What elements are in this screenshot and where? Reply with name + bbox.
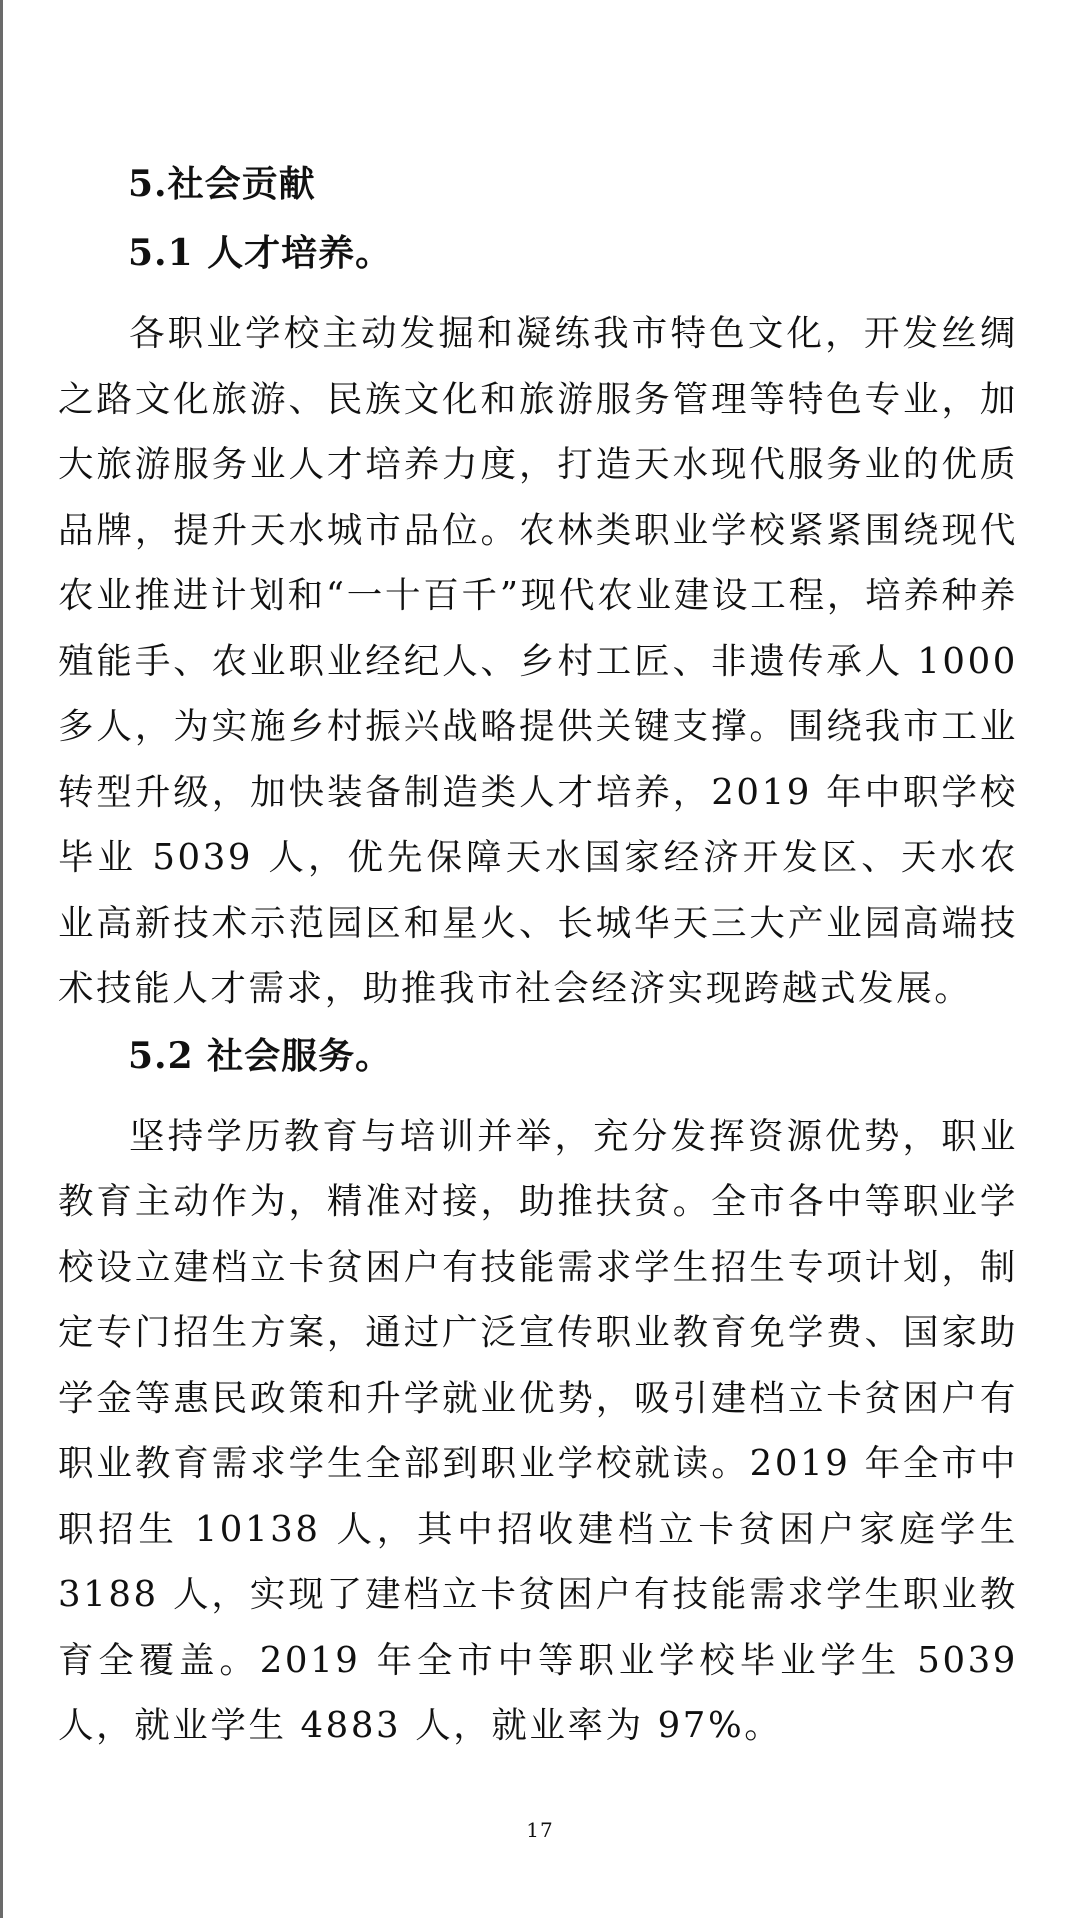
page-number: 17 [526,1818,554,1842]
paragraph-social-service: 坚持学历教育与培训并举，充分发挥资源优势，职业教育主动作为，精准对接，助推扶贫。全市各中等职业学校设立建档立卡贫困户有技能需求学生招生专项计划，制定专门招生方案，通过广泛宣传职业教育免学费、国家助学金等惠民政策和升学就业优势，吸引建档立卡贫困户有职业教育需求学生全部到职业学校就读。2019 年全市中职招生 10138 人，其中招收建档立卡贫困户家庭学生 3188 人，实现了建档立卡贫困户有技能需求学生职业教育全覆盖。2019 年全市中等职业学校毕业学生 5039 人，就业学生 4883 人，就业率为 97%。 [58,1115,1018,1746]
subsection-heading-talent-training: 5.1 人才培养。 [128,232,393,274]
page-left-border [0,0,3,1918]
section-heading: 5.社会贡献 [128,163,316,205]
subsection-heading-social-service: 5.2 社会服务。 [128,1034,393,1077]
paragraph-talent-training: 各职业学校主动发掘和凝练我市特色文化，开发丝绸之路文化旅游、民族文化和旅游服务管理等特色专业，加大旅游服务业人才培养力度，打造天水现代服务业的优质品牌，提升天水城市品位。农林类职业学校紧紧围绕现代农业推进计划和“一十百千”现代农业建设工程，培养种养殖能手、农业职业经纪人、乡村工匠、非遗传承人 1000 多人，为实施乡村振兴战略提供关键支撑。围绕我市工业转型升级，加快装备制造类人才培养，2019 年中职学校毕业 5039 人，优先保障天水国家经济开发区、天水农业高新技术示范园区和星火、长城华天三大产业园高端技术技能人才需求，助推我市社会经济实现跨越式发展。 [58,313,1018,1009]
document-page [58,160,1018,1759]
